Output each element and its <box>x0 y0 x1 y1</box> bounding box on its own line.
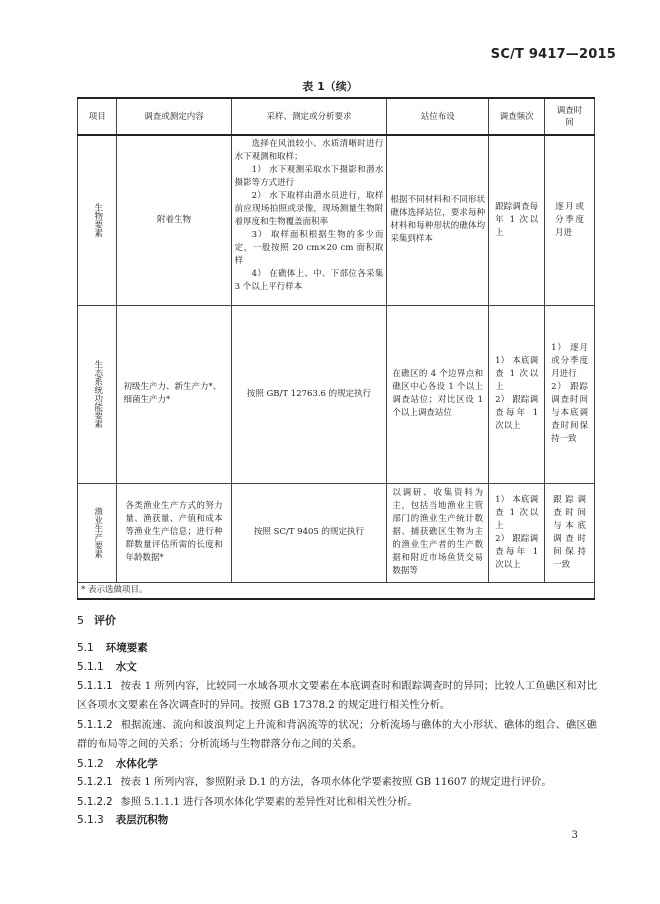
table-row <box>78 483 595 582</box>
table-note-row <box>78 582 595 599</box>
frequency-cell: 1） 本底调查 1 次以上 2） 跟踪调查每年 1 次以上 <box>489 305 545 483</box>
section-5-1-1-heading: 5.1.1 水文 <box>77 661 137 673</box>
table-row <box>78 135 595 305</box>
col-header-timing: 调查时间 <box>545 98 595 135</box>
frequency-cell: 跟踪调查每年 1 次以上 <box>489 135 545 305</box>
section-5-1-heading: 5.1 环境要素 <box>77 642 148 654</box>
category-cell: 生物要素 <box>78 135 117 305</box>
paragraph-5-1-2-2: 5.1.2.2 参照 5.1.1.1 进行各项水体化学要素的差异性对比和相关性分析。 <box>77 797 418 808</box>
col-header-content: 调查或测定内容 <box>117 98 231 135</box>
standard-code: SC/T 9417—2015 <box>490 47 616 62</box>
timing-cell: 逐月或分季度月进 <box>545 135 595 305</box>
category-cell: 生态系统功能要素 <box>78 305 117 483</box>
content-cell: 附着生物 <box>117 135 231 305</box>
col-header-stations: 站位布设 <box>387 98 489 135</box>
table-row <box>78 305 595 483</box>
col-header-requirements: 采样、测定或分析要求 <box>231 98 387 135</box>
stations-cell: 在礁区的 4 个边界点和礁区中心各设 1 个以上调查站位；对比区设 1 个以上调查站位 <box>387 305 489 483</box>
paragraph-5-1-2-1: 5.1.2.1 按表 1 所列内容，参照附录 D.1 的方法，各项水体化学要素按照 GB 11607 的规定进行评价。 <box>77 777 552 788</box>
table-header-row <box>78 98 595 135</box>
survey-table <box>77 97 595 600</box>
timing-cell: 1） 逐月或分季度月进行 2） 跟踪调查时间与本底调查时间保持一致 <box>545 305 595 483</box>
requirements-cell: 选择在风浪较小、水质清晰时进行水下观测和取样； 1） 水下观测采取水下摄影和潜水摄影等方式进行 2） 水下取样由潜水员进行，取样前应现场拍照或录像，现场测量生物附着厚度和生物覆盖面积率 3） 取样面积根据生物的多少而定，一般按照 20 cm×20 cm 面积取样 4） 在礁体上、中、下部位各采集 3 个以上平行样本 <box>231 135 387 305</box>
timing-cell: 跟踪调查时间与本底调查时间保持一致 <box>545 483 595 582</box>
content-cell: 各类渔业生产方式的努力量、渔获量、产值和成本等渔业生产信息；进行种群数量评估所需的长度和年龄数据* <box>117 483 231 582</box>
table-note: * 表示选做项目。 <box>78 582 595 599</box>
frequency-cell: 1） 本底调查 1 次以上 2） 跟踪调查每年 1 次以上 <box>489 483 545 582</box>
requirements-cell: 按照 SC/T 9405 的规定执行 <box>231 483 387 582</box>
content-cell: 初级生产力、新生产力*、细菌生产力* <box>117 305 231 483</box>
col-header-frequency: 调查频次 <box>489 98 545 135</box>
table-caption: 表 1（续） <box>302 80 358 93</box>
section-5-1-3-heading: 5.1.3 表层沉积物 <box>77 814 169 826</box>
requirements-cell: 按照 GB/T 12763.6 的规定执行 <box>231 305 387 483</box>
stations-cell: 以调研、收集资料为主，包括当地渔业主管部门的渔业生产统计数据、捕获礁区生物为主的渔业生产者的生产数据和附近市场鱼货交易数据等 <box>387 483 489 582</box>
col-header-item: 项目 <box>78 98 117 135</box>
stations-cell: 根据不同材料和不同形状礁体选择站位，要求每种材料和每种形状的礁体均采集到样本 <box>387 135 489 305</box>
section-5-heading: 5 评价 <box>77 614 116 627</box>
page-number: 3 <box>571 830 578 841</box>
paragraph-5-1-1-2: 5.1.1.2 根据流速、流向和波浪判定上升流和背涡流等的状况；分析流场与礁体的大小形状、礁体的组合、礁区礁群的布局等之间的关系；分析流场与生物群落分布之间的关系。 <box>77 720 597 750</box>
category-cell: 渔业生产要素 <box>78 483 117 582</box>
paragraph-5-1-1-1: 5.1.1.1 按表 1 所列内容，比较同一水域各项水文要素在本底调查时和跟踪调查时的异同；比较人工鱼礁区和对比区各项水文要素在各次调查时的异同。按照 GB 17378.2 的规定进行相关性分析。 <box>77 681 597 711</box>
section-5-1-2-heading: 5.1.2 水体化学 <box>77 758 158 770</box>
